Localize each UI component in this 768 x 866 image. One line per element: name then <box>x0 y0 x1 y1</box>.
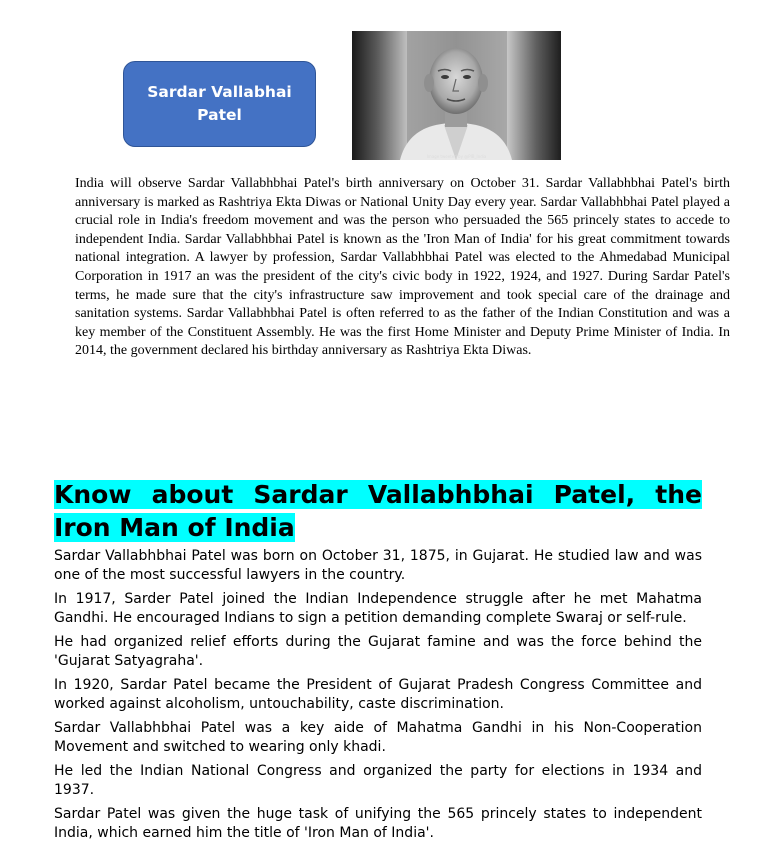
intro-paragraph: India will observe Sardar Vallabhbhai Patel's birth anniversary on October 31. Sardar Vallabhbhai Patel's birth anniversary is marked as Rashtriya Ekta Diwas or National Unity Day every year. Sardar Vallabhbhai Patel played a crucial role in India's freedom movement and was the person who persuaded the 565 princely states to accede to independent India. Sardar Vallabhbhai Patel is known as the 'Iron Man of India' for his great commitment towards national integration. A lawyer by profession, Sardar Vallabhbhai Patel was elected to the Ahmedabad Municipal Corporation in 1917 an was the president of the city's civic body in 1922, 1924, and 1927. During Sardar Patel's terms, he made sure that the city's infrastructure saw improvement and took special care of the drainage and sanitation systems. Sardar Vallabhbhai Patel is often referred to as the father of the Indian Constitution and was a key member of the Constituent Assembly. He was the first Home Minister and Deputy Prime Minister of India. In 2014, the government declared his birthday anniversary as Rashtriya Ekta Diwas. <box>75 176 730 359</box>
portrait-image <box>352 31 561 160</box>
title-box-label: Sardar Vallabhai Patel <box>147 83 292 124</box>
fact-paragraph: Sardar Patel was given the huge task of unifying the 565 princely states to independent India, which earned him the title of 'Iron Man of India'. <box>54 806 702 841</box>
fact-paragraph: In 1917, Sarder Patel joined the Indian Independence struggle after he met Mahatma Gandhi. He encouraged Indians to sign a petition demanding complete Swaraj or self-rule. <box>54 591 702 626</box>
portrait-illustration <box>352 31 561 160</box>
fact-paragraph: He led the Indian National Congress and organized the party for elections in 1934 and 1937. <box>54 763 702 798</box>
section-heading-text: Know about Sardar Vallabhbhai Patel, the Iron Man of India <box>54 480 702 542</box>
fact-paragraph: Sardar Vallabhbhai Patel was born on October 31, 1875, in Gujarat. He studied law and was one of the most successful lawyers in the country. <box>54 548 702 583</box>
fact-paragraph: Sardar Vallabhbhai Patel was a key aide of Mahatma Gandhi in his Non-Cooperation Movement and switched to wearing only khadi. <box>54 720 702 755</box>
title-box <box>123 61 316 147</box>
facts-list <box>54 547 702 848</box>
section-heading <box>54 478 702 544</box>
fact-paragraph: He had organized relief efforts during the Gujarat famine and was the force behind the 'Gujarat Satyagraha'. <box>54 634 702 669</box>
image-credit: Image tweeted by @PIB_India <box>426 154 487 159</box>
fact-paragraph: In 1920, Sardar Patel became the President of Gujarat Pradesh Congress Committee and worked against alcoholism, untouchability, caste discrimination. <box>54 677 702 712</box>
